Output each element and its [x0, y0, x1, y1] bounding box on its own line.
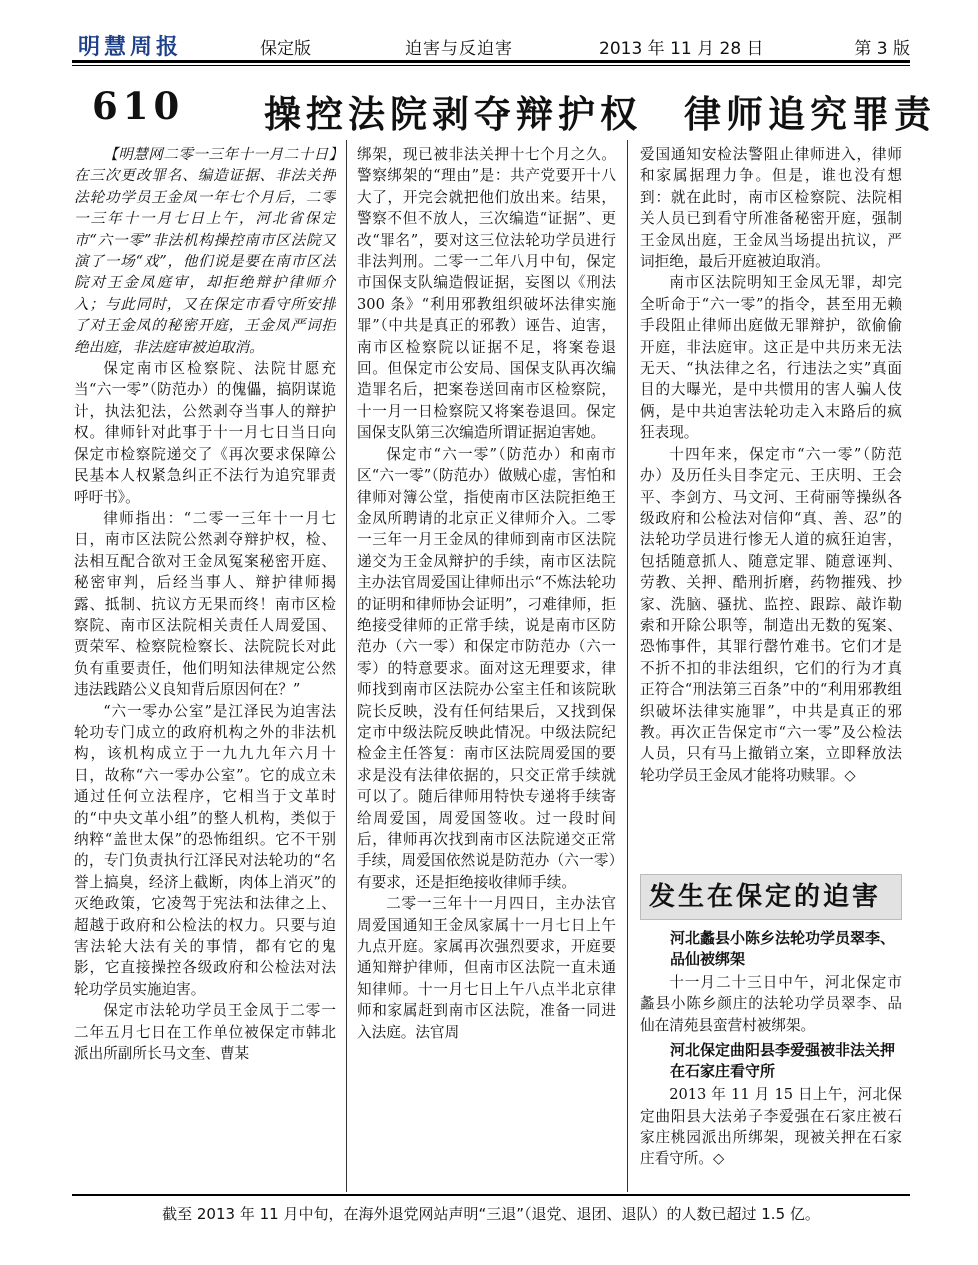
- issue-date: 2013 年 11 月 28 日: [599, 39, 764, 59]
- masthead-rule: [72, 60, 910, 63]
- article-lead: 【明慧网二零一三年十一月二十日】在三次更改罪名、编造证据、非法关押法轮功学员王金凤一年七个月后，二零一三年十一月七日上午，河北省保定市“六一零”非法机构操控南市区法院又演了一场“戏”，他们说是要在南市区法院对王金凤庭审，却拒绝辩护律师介入；与此同时，又在保定市看守所安排了对王金凤的秘密开庭，王金凤严词拒绝出庭，非法庭审被迫取消。: [74, 146, 336, 356]
- article-headline: [72, 84, 936, 136]
- headline-part-2: 律师追究罪责: [684, 92, 936, 136]
- article-column-1: [74, 144, 336, 1104]
- publication-logo: 明慧周报: [78, 34, 183, 60]
- article-paragraph: 律师指出：“二零一三年十一月七日，南市区法院公然剥夺辩护权，检、法相互配合欲对王金凤冤案秘密开庭、秘密审判，后经当事人、辩护律师揭露、抵制、抗议方无果而终！南市区检察院、南市区法院相关责任人周爱国、贾荣军、检察院检察长、法院院长对此负有重要责任，他们明知法律规定公然违法践踏公义良知背后原因何在？”: [74, 509, 336, 699]
- footer-notice: 截至 2013 年 11 月中旬，在海外退党网站声明“三退”（退党、退团、退队）的人数已超过 1.5 亿。: [162, 1205, 820, 1223]
- footer-rule: [72, 1194, 910, 1196]
- article-column-3: [640, 144, 902, 864]
- article-paragraph-continued: 爱国通知安检法警阻止律师进入，律师和家属据理力争。但是，谁也没有想到：就在此时，南市区检察院、法院相关人员已到看守所准备秘密开庭，强制王金凤出庭，王金凤当场提出抗议，严词拒绝，最后开庭被迫取消。: [640, 146, 902, 271]
- news-sidebar: [640, 874, 902, 1192]
- article-paragraph: 十四年来，保定市“六一零”（防范办）及历任头目李定元、王庆明、王会平、李剑方、马文河、王荷丽等操纵各级政府和公检法对信仰“真、善、忍”的法轮功学员进行惨无人道的疯狂迫害，包括随意抓人、随意定罪、随意诬判、劳教、关押、酷刑折磨，药物摧残、抄家、洗脑、骚扰、监控、跟踪、敲诈勒索和开除公职等，制造出无数的冤案、恐怖事件，其罪行罄竹难书。它们才是不折不扣的非法组织，它们的行为才真正符合“刑法第三百条”中的“利用邪教组织破坏法律实施罪”，中共是真正的邪教。再次正告保定市“六一零”及公检法人员，只有马上撤销立案，立即释放法轮功学员王金凤才能将功赎罪。◇: [640, 445, 902, 784]
- article-paragraph: 保定南市区检察院、法院甘愿充当“六一零”（防范办）的傀儡，搞阴谋诡计，执法犯法，公然剥夺当事人的辩护权。律师针对此事于十一月七日当日向保定市检察院递交了《再次要求保障公民基本人权紧急纠正不法行为追究罪责呼吁书》。: [74, 360, 336, 506]
- sidebar-item-body: 2013 年 11 月 15 日上午，河北保定曲阳县大法弟子李爱强在石家庄被石家庄桃园派出所绑架，现被关押在石家庄看守所。◇: [640, 1086, 902, 1168]
- article-paragraph: “六一零办公室”是江泽民为迫害法轮功专门成立的政府机构之外的非法机构，该机构成立于一九九九年六月十日，故称“六一零办公室”。它的成立未通过任何立法程序，它相当于文革时的“中央文革小组”的整人机构，类似于纳粹“盖世太保”的恐怖组织。它不干别的，专门负责执行江泽民对法轮功的“名誉上搞臭，经济上截断，肉体上消灭”的灭绝政策，它凌驾于宪法和法律之上、超越于政府和公检法的权力。只要与迫害法轮大法有关的事情，都有它的鬼影，它直接操控各级政府和公检法对法轮功学员实施迫害。: [74, 702, 336, 998]
- headline-number: 610: [92, 84, 185, 128]
- sidebar-title: 发生在保定的迫害: [640, 874, 902, 920]
- masthead-rule-thin: [72, 65, 910, 66]
- masthead: [72, 30, 910, 60]
- page-number: 第 3 版: [854, 39, 910, 59]
- edition-label: 保定版: [260, 39, 311, 59]
- column-divider: [346, 140, 347, 1192]
- sidebar-item-headline: 河北蠡县小陈乡法轮功学员翠李、品仙被绑架: [670, 929, 896, 968]
- column-divider: [627, 140, 628, 1192]
- sidebar-item-body: 十一月二十三日中午，河北保定市蠡县小陈乡颜庄的法轮功学员翠李、品仙在清苑县蛮营村被绑架。: [640, 974, 902, 1034]
- headline-part-1: 操控法院剥夺辩护权: [264, 92, 642, 136]
- article-paragraph: 保定市法轮功学员王金凤于二零一二年五月七日在工作单位被保定市韩北派出所副所长马文奎、曹某: [74, 1002, 336, 1063]
- article-paragraph: 二零一三年十一月四日，主办法官周爱国通知王金凤家属十一月七日上午九点开庭。家属再次强烈要求，开庭要通知辩护律师，但南市区法院一直未通知律师。十一月七日上午八点半北京律师和家属赶到南市区法院，准备一同进入法庭。法官周: [357, 895, 616, 1041]
- article-paragraph: 保定市“六一零”（防范办）和南市区“六一零”（防范办）做贼心虚，害怕和律师对簿公堂，指使南市区法院拒绝王金凤所聘请的北京正义律师介入。二零一三年一月王金凤的律师到南市区法院递交为王金凤辩护的手续，南市区法院主办法官周爱国让律师出示“不炼法轮功的证明和律师协会证明”，刁难律师，拒绝接受律师的正常手续，说是南市区防范办（六一零）和保定市防范办（六一零）的特意要求。面对这无理要求，律师找到南市区法院办公室主任和该院耿院长反映，没有任何结果后，又找到保定市中级法院反映此情况。中级法院纪检金主任答复：南市区法院周爱国的要求是没有法律依据的，只交正常手续就可以了。随后律师用特快专递将手续寄给周爱国，周爱国签收。过一段时间后，律师再次找到南市区法院递交正常手续，周爱国依然说是防范办（六一零）有要求，还是拒绝接收律师手续。: [357, 445, 616, 891]
- article-paragraph: 南市区法院明知王金凤无罪，却完全听命于“六一零”的指令，甚至用无赖手段阻止律师出庭做无罪辩护，欲偷偷开庭，非法庭审。这正是中共历来无法无天、“执法律之名，行违法之实”真面目的大曝光，是中共惯用的害人骗人伎俩，是中共迫害法轮功走入末路后的疯狂表现。: [640, 274, 902, 442]
- article-paragraph-continued: 绑架，现已被非法关押十七个月之久。警察绑架的“理由”是：共产党要开十八大了，开完会就把他们放出来。结果，警察不但不放人，三次编造“证据”、更改“罪名”，要对这三位法轮功学员进行非法判刑。二零一二年八月中旬，保定市国保支队编造假证据，妄图以《刑法 300 条》“利用邪教组织破坏法律实施罪”（中共是真正的邪教）诬告、迫害，南市区检察院以证据不足，将案卷退回。但保定市公安局、国保支队再次编造罪名后，把案卷送回南市区检察院，十一月一日检察院又将案卷退回。保定国保支队第三次编造所谓证据迫害她。: [357, 146, 616, 442]
- sidebar-item-headline: 河北保定曲阳县李爱强被非法关押在石家庄看守所: [670, 1041, 896, 1081]
- section-label: 迫害与反迫害: [405, 39, 513, 59]
- article-column-2: [357, 144, 616, 1224]
